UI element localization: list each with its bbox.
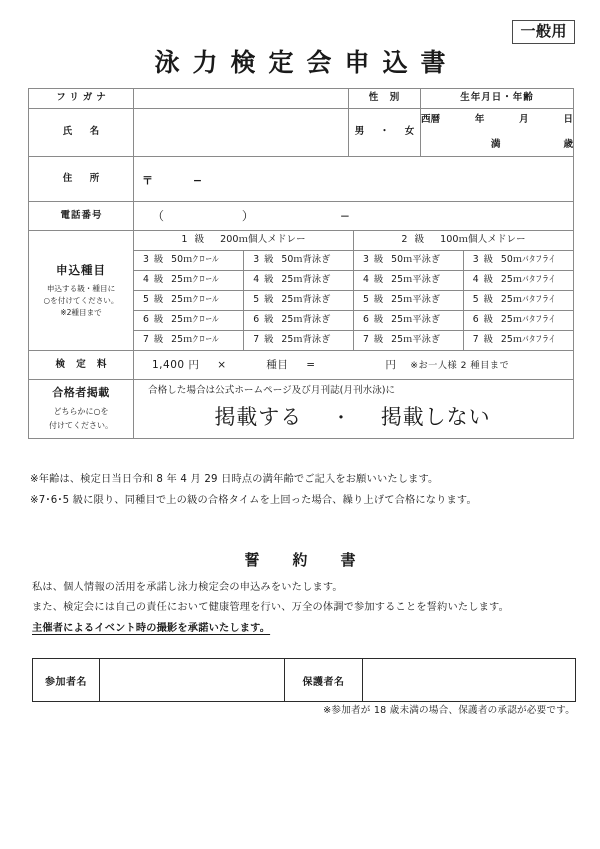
event-stroke: バタフライ — [522, 274, 556, 286]
table-row-address — [29, 157, 574, 202]
participant-name-input-cell[interactable] — [100, 659, 285, 702]
name-label: 氏 名 — [29, 109, 134, 157]
event-name: 25ｍバタフライ — [500, 294, 556, 306]
publication-choice-yes[interactable]: 掲載する — [214, 404, 303, 429]
event-grade: 4 級 — [143, 274, 165, 286]
event-name: 25ｍ背泳ぎ — [281, 274, 331, 286]
birth-month-label: 月 — [519, 113, 529, 125]
tel-paren-open: （ — [152, 208, 166, 223]
event-stroke: クロール — [192, 274, 219, 286]
event-stroke: 背泳ぎ — [302, 254, 331, 266]
guardian-name-input-cell[interactable] — [363, 659, 576, 702]
pledge-body — [32, 578, 577, 639]
event-option-cell[interactable] — [354, 251, 464, 271]
event-grade: 4 級 — [363, 274, 385, 286]
event-stroke: クロール — [192, 294, 219, 306]
event-grade: 6 級 — [253, 314, 275, 326]
participant-name-label: 参加者名 — [33, 659, 100, 702]
event-option-cell[interactable] — [244, 251, 354, 271]
fee-yen-label: 円 — [385, 358, 397, 371]
events-row — [134, 291, 573, 311]
events-row — [134, 311, 573, 331]
birth-day-label: 日 — [563, 113, 573, 125]
tel-dash: − — [339, 208, 351, 223]
postal-code-dash: − — [192, 174, 204, 188]
event-name: 25ｍバタフライ — [500, 274, 556, 286]
events-label-cell — [29, 231, 134, 351]
name-input-cell[interactable] — [134, 109, 349, 157]
gender-header: 性 別 — [349, 89, 421, 109]
event-grade: 7 級 — [253, 334, 275, 346]
event-grade: 7 級 — [363, 334, 385, 346]
fee-equals-symbol: = — [306, 358, 316, 371]
publication-label-sub-1: どちらかに○を — [53, 407, 109, 417]
event-stroke: 背泳ぎ — [302, 294, 331, 306]
event-option-cell[interactable] — [463, 251, 573, 271]
event-option-cell[interactable] — [463, 291, 573, 311]
event-name: 50ｍバタフライ — [500, 254, 556, 266]
table-row-telephone — [29, 202, 574, 231]
event-option-cell[interactable] — [134, 331, 244, 351]
event-stroke: 平泳ぎ — [412, 314, 441, 326]
event-grade: 5 級 — [472, 294, 494, 306]
event-name: 25ｍ背泳ぎ — [281, 334, 331, 346]
event-grade: 3 級 — [363, 254, 385, 266]
event-name: 25ｍ背泳ぎ — [281, 294, 331, 306]
publication-label-title: 合格者掲載 — [52, 385, 110, 399]
event-name: 200ｍ個人メドレー — [220, 234, 306, 246]
event-name: 50ｍ背泳ぎ — [281, 254, 331, 266]
events-medley-row — [134, 231, 573, 251]
age-full-label: 満 — [490, 138, 501, 150]
event-option-cell[interactable] — [244, 271, 354, 291]
table-row-publication — [29, 380, 574, 439]
form-notes — [30, 470, 575, 512]
event-name: 25ｍ平泳ぎ — [391, 274, 441, 286]
telephone-input-cell[interactable] — [134, 202, 574, 231]
event-stroke: 平泳ぎ — [412, 294, 441, 306]
form-type-badge-wrapper — [512, 20, 575, 44]
event-option-cell[interactable] — [244, 311, 354, 331]
event-name: 25ｍクロール — [171, 294, 219, 306]
event-medley-cell-1[interactable] — [134, 231, 354, 251]
event-option-cell[interactable] — [134, 251, 244, 271]
postal-code-mark: 〒 — [142, 174, 154, 188]
event-grade: 3 級 — [253, 254, 275, 266]
furigana-input-cell[interactable] — [134, 89, 349, 109]
age-unit-label: 歳 — [563, 138, 573, 150]
event-grade: 5 級 — [143, 294, 165, 306]
publication-choice-separator: ・ — [332, 407, 351, 429]
event-name: 25ｍ背泳ぎ — [281, 314, 331, 326]
event-option-cell[interactable] — [463, 311, 573, 331]
event-grade: 3 級 — [143, 254, 165, 266]
publication-lead-text: 合格した場合は公式ホームページ及び月刊誌(月刊水泳)に — [148, 385, 396, 396]
event-grade: 5 級 — [363, 294, 385, 306]
event-name: 50ｍクロール — [171, 254, 219, 266]
event-stroke: 平泳ぎ — [412, 334, 441, 346]
page-title: 泳力検定会申込書 — [154, 48, 459, 77]
event-name: 25ｍクロール — [171, 334, 219, 346]
event-stroke: 背泳ぎ — [302, 274, 331, 286]
event-option-cell[interactable] — [354, 291, 464, 311]
birth-year-label: 年 — [474, 113, 485, 125]
events-label-sub-3: ※2種目まで — [60, 307, 102, 317]
application-table — [28, 88, 574, 439]
event-option-cell[interactable] — [134, 291, 244, 311]
event-option-cell[interactable] — [134, 271, 244, 291]
form-type-badge: 一般用 — [512, 20, 575, 44]
event-name: 25ｍクロール — [171, 274, 219, 286]
furigana-label: フリガナ — [29, 89, 134, 109]
event-name: 50ｍ平泳ぎ — [391, 254, 441, 266]
table-row-furigana — [29, 89, 574, 109]
pledge-title: 誓 約 書 — [244, 551, 365, 569]
gender-choice[interactable]: 男 ・ 女 — [349, 109, 421, 157]
event-grade: 4 級 — [253, 274, 275, 286]
events-row — [134, 251, 573, 271]
event-stroke: 背泳ぎ — [302, 314, 331, 326]
event-option-cell[interactable] — [134, 311, 244, 331]
birthdate-header: 生年月日・年齢 — [421, 89, 574, 109]
event-stroke: バタフライ — [522, 314, 556, 326]
event-stroke: クロール — [192, 314, 219, 326]
event-name: 100ｍ個人メドレー — [440, 234, 526, 246]
event-name: 25ｍ平泳ぎ — [391, 294, 441, 306]
event-stroke: クロール — [192, 334, 219, 346]
event-grade: 2 級 — [401, 234, 427, 246]
fee-times-symbol: × — [217, 358, 227, 371]
event-grade: 7 級 — [143, 334, 165, 346]
fee-cell[interactable] — [134, 351, 574, 380]
event-option-cell[interactable] — [354, 311, 464, 331]
fee-note: ※お一人様 2 種目まで — [410, 359, 510, 371]
publication-label-cell — [29, 380, 134, 439]
event-stroke: クロール — [192, 254, 219, 266]
fee-unit-label: 種目 — [266, 358, 289, 371]
form-note-grade-promotion: ※7･6･5 級に限り、同種目で上の級の合格タイムを上回った場合、繰り上げて合格になります。 — [30, 494, 477, 506]
event-grade: 3 級 — [472, 254, 494, 266]
events-row — [134, 331, 573, 351]
event-option-cell[interactable] — [354, 271, 464, 291]
event-stroke: バタフライ — [522, 334, 556, 346]
event-grade: 5 級 — [253, 294, 275, 306]
tel-paren-close: ） — [241, 208, 255, 223]
event-grade: 4 級 — [472, 274, 494, 286]
event-option-cell[interactable] — [463, 271, 573, 291]
birth-era-label: 西暦 — [421, 113, 441, 125]
fee-amount: 1,400 円 — [152, 358, 200, 371]
event-grade: 6 級 — [143, 314, 165, 326]
event-option-cell[interactable] — [244, 331, 354, 351]
events-row — [134, 271, 573, 291]
event-name: 25ｍ平泳ぎ — [391, 334, 441, 346]
event-option-cell[interactable] — [244, 291, 354, 311]
fee-label: 検 定 料 — [29, 351, 134, 380]
event-stroke: バタフライ — [522, 254, 556, 266]
address-label: 住 所 — [29, 157, 134, 202]
publication-choice-no[interactable]: 掲載しない — [380, 404, 491, 429]
events-label-title: 申込種目 — [56, 262, 106, 277]
event-option-cell[interactable] — [354, 331, 464, 351]
event-grade: 7 級 — [472, 334, 494, 346]
telephone-label: 電話番号 — [29, 202, 134, 231]
guardian-name-label: 保護者名 — [285, 659, 363, 702]
publication-label-sub-2: 付けてください。 — [49, 421, 113, 431]
table-row-signature — [33, 659, 576, 702]
publication-choice-cell[interactable] — [134, 380, 574, 439]
table-row-events — [29, 231, 574, 351]
event-medley-cell-2[interactable] — [354, 231, 574, 251]
birthdate-input-cell[interactable] — [421, 109, 574, 157]
event-grade: 6 級 — [472, 314, 494, 326]
event-stroke: 背泳ぎ — [302, 334, 331, 346]
event-name: 25ｍバタフライ — [500, 314, 556, 326]
guardian-consent-note: ※参加者が 18 歳未満の場合、保護者の承認が必要です。 — [323, 705, 575, 716]
event-option-cell[interactable] — [463, 331, 573, 351]
pledge-line-2: また、検定会には自己の責任において健康管理を行い、万全の体調で参加することを誓約いたします。 — [32, 602, 510, 614]
address-input-cell[interactable] — [134, 157, 574, 202]
event-grade: 6 級 — [363, 314, 385, 326]
event-name: 25ｍ平泳ぎ — [391, 314, 441, 326]
event-name: 25ｍバタフライ — [500, 334, 556, 346]
event-stroke: バタフライ — [522, 294, 556, 306]
pledge-line-3-photo-consent: 主催者によるイベント時の撮影を承諾いたします。 — [32, 622, 271, 634]
events-label-sub-1: 申込する級・種目に — [46, 284, 116, 294]
pledge-line-1: 私は、個人情報の活用を承諾し泳力検定会の申込みをいたします。 — [32, 582, 343, 593]
events-grid — [134, 231, 573, 350]
event-grade: 1 級 — [181, 234, 207, 246]
event-stroke: 平泳ぎ — [412, 254, 441, 266]
events-grid-cell — [134, 231, 574, 351]
events-label-sub-2: ○を付けてください。 — [43, 295, 119, 305]
event-name: 25ｍクロール — [171, 314, 219, 326]
form-note-age: ※年齢は、検定日当日令和 8 年 4 月 29 日時点の満年齢でご記入をお願いいたします。 — [30, 474, 439, 485]
event-stroke: 平泳ぎ — [412, 274, 441, 286]
signature-table — [32, 658, 576, 702]
table-row-name — [29, 109, 574, 157]
table-row-fee — [29, 351, 574, 380]
